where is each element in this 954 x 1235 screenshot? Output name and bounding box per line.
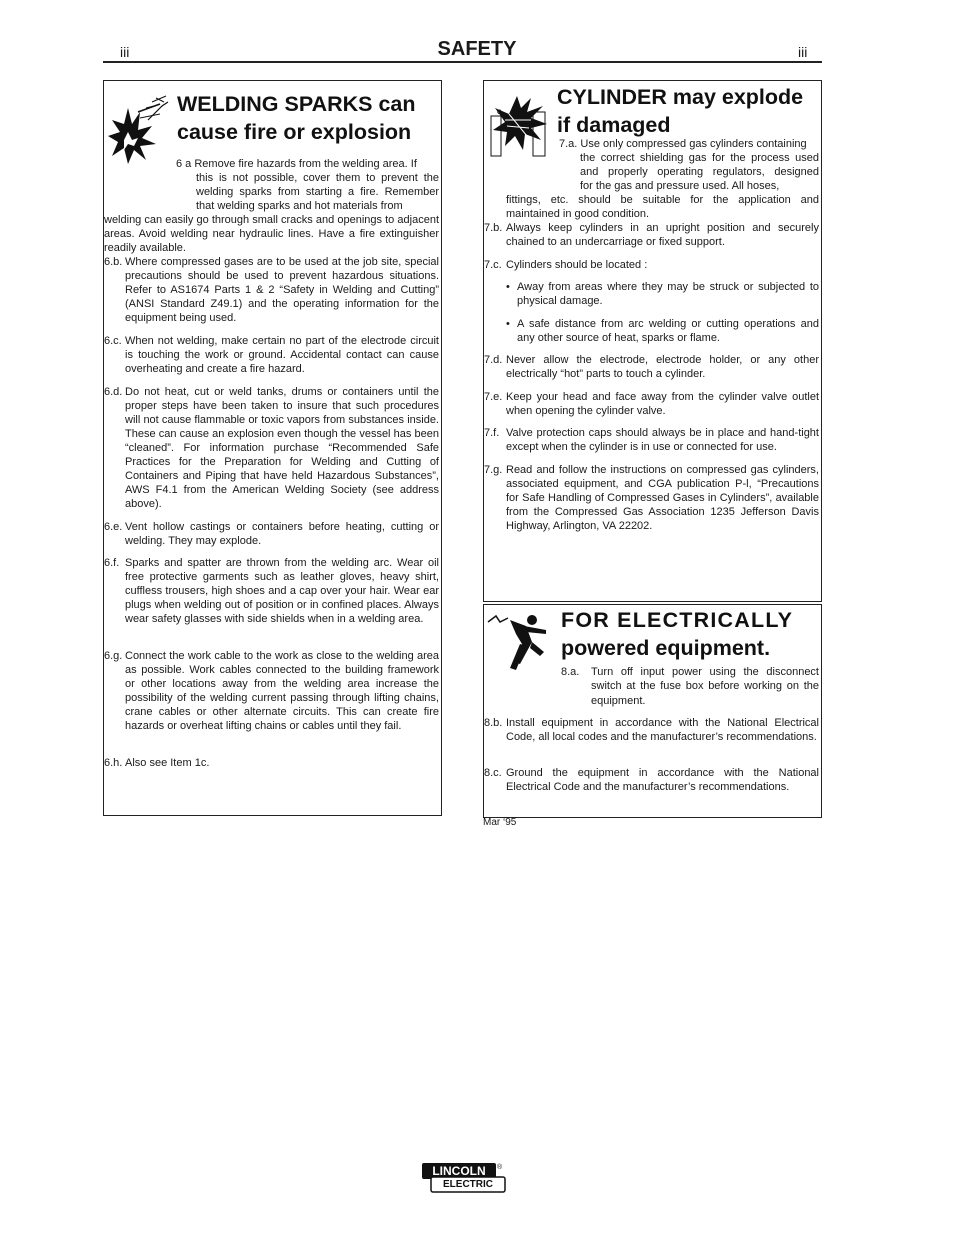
electric-title-1: FOR ELECTRICALLY bbox=[561, 608, 794, 632]
list-item bbox=[484, 766, 819, 794]
cylinder-title-2: if damaged bbox=[557, 113, 671, 137]
item-text: Cylinders should be located : bbox=[506, 259, 648, 271]
item-label: 6.c. bbox=[104, 335, 122, 347]
sparks-title-2: cause fire or explosion bbox=[177, 120, 412, 144]
item-text: Sparks and spatter are thrown from the welding arc. Wear oil free protective garments such as leather gloves, heavy shirt, cuffless trousers, high shoes and a cap over your hair. Wear ear plugs when welding out of position or in confined places. Always wear safety glasses with side shields when in a welding area. bbox=[125, 557, 439, 625]
item-label: 6.g. bbox=[104, 650, 123, 662]
list-item bbox=[484, 221, 819, 249]
revision-date: Mar ‘95 bbox=[483, 817, 517, 828]
list-item bbox=[484, 716, 819, 744]
page-title: SAFETY bbox=[437, 38, 517, 60]
list-item bbox=[104, 385, 439, 511]
sparks-intro-wrap: welding can easily go through small cracks and openings to adjacent areas. Avoid welding near hydraulic lines. Have a fire extinguisher readily available. bbox=[104, 214, 439, 254]
item-label: 6.d. bbox=[104, 386, 123, 398]
electric-title-2: powered equipment. bbox=[561, 636, 771, 660]
logo-registered-mark: ® bbox=[497, 1164, 503, 1171]
item-label: 8.c. bbox=[484, 767, 502, 779]
electric-item-a-line: equipment. bbox=[591, 695, 646, 707]
item-text: Where compressed gases are to be used at the job site, special precautions should be used to prevent hazardous situations. Refer to AS1674 Parts 1 & 2 “Safety in Welding and Cutting” (ANSI Standard Z49.1) and the operating information for the equipment being used. bbox=[125, 256, 439, 324]
svg-text:O: O bbox=[497, 110, 502, 116]
item-text: Never allow the electrode, electrode holder, or any other electrically “hot” parts to touch a cylinder. bbox=[506, 354, 819, 380]
item-text: Do not heat, cut or weld tanks, drums or containers until the proper steps have been taken to insure that such procedures will not cause flammable or toxic vapors from substances inside. These can cause an explosion even though the vessel has been “cleaned”. For information purchase “Recommended Safe Practices for the Preparation for Welding and Cutting of Containers and Piping that have held Hazardous Substances”, AWS F4.1 from the American Welding Society (see address above). bbox=[125, 386, 439, 510]
cylinder-explosion-icon bbox=[487, 92, 553, 158]
sparks-title-1: WELDING SPARKS can bbox=[177, 92, 416, 116]
item-text: Always keep cylinders in an upright position and securely chained to an undercarriage or fixed support. bbox=[506, 222, 819, 248]
list-item bbox=[104, 556, 439, 626]
sparks-intro-line: 6 a Remove fire hazards from the welding area. If bbox=[176, 158, 417, 170]
list-item bbox=[484, 390, 819, 418]
item-text: Read and follow the instructions on compressed gas cylinders, associated equipment, and CGA publication P-l, “Precautions for Safe Handling of Compressed Gases in Cylinders”, available from the Compressed Gas Association 1235 Jefferson Davis Highway, Arlington, VA 22202. bbox=[506, 464, 819, 532]
lincoln-electric-logo bbox=[421, 1162, 507, 1194]
header-rule bbox=[103, 61, 822, 63]
fire-explosion-icon bbox=[108, 92, 172, 164]
sparks-intro-line: that welding sparks and hot materials from bbox=[196, 200, 403, 212]
page-number-right: iii bbox=[798, 44, 808, 60]
item-text: Ground the equipment in accordance with the National Electrical Code and the manufacturer’s recommendations. bbox=[506, 767, 819, 793]
list-item bbox=[104, 649, 439, 733]
list-item bbox=[484, 258, 819, 272]
item-label: 7.b. bbox=[484, 222, 503, 234]
list-item bbox=[484, 353, 819, 381]
item-label: 7.f. bbox=[484, 427, 500, 439]
list-item bbox=[104, 255, 439, 325]
cylinder-intro-line: 7.a. Use only compressed gas cylinders containing bbox=[559, 138, 807, 150]
item-text: Keep your head and face away from the cylinder valve outlet when opening the cylinder valve. bbox=[506, 391, 819, 417]
item-label: 6.f. bbox=[104, 557, 120, 569]
list-item bbox=[484, 463, 819, 533]
electric-item-a-line: switch at the fuse box before working on the bbox=[591, 680, 819, 692]
logo-text-top: LINCOLN bbox=[432, 1164, 486, 1178]
item-label: 6.b. bbox=[104, 256, 123, 268]
bullet-text: A safe distance from arc welding or cutting operations and any other source of heat, sparks or flame. bbox=[517, 318, 819, 344]
item-label: 8.a. bbox=[561, 666, 580, 678]
item-text: Valve protection caps should always be in place and hand-tight except when the cylinder is in use or connected for use. bbox=[506, 427, 819, 453]
item-text: Vent hollow castings or containers before heating, cutting or welding. They may explode. bbox=[125, 521, 439, 547]
item-label: 8.b. bbox=[484, 717, 503, 729]
list-item bbox=[104, 520, 439, 548]
cylinder-intro-line: and properly operating regulators, designed bbox=[580, 166, 819, 178]
item-text: Install equipment in accordance with the National Electrical Code, all local codes and the manufacturer’s recommendations. bbox=[506, 717, 819, 743]
item-text: When not welding, make certain no part of the electrode circuit is touching the work or ground. Accidental contact can cause overheating and create a fire hazard. bbox=[125, 335, 439, 375]
list-item bbox=[104, 756, 439, 770]
item-label: 7.c. bbox=[484, 259, 502, 271]
item-label: 6.h. bbox=[104, 757, 123, 769]
item-label: 7.e. bbox=[484, 391, 503, 403]
item-label: 7.d. bbox=[484, 354, 503, 366]
sparks-intro-line: welding sparks from starting a fire. Remember bbox=[196, 186, 439, 198]
cylinder-intro-line: the correct shielding gas for the process used bbox=[580, 152, 819, 164]
item-label: 7.g. bbox=[484, 464, 503, 476]
electric-item-a-line: Turn off input power using the disconnect bbox=[591, 666, 819, 678]
item-label: 6.e. bbox=[104, 521, 123, 533]
bullet-item: • Away from areas where they may be struck or subjected to physical damage. bbox=[506, 281, 819, 307]
sparks-intro-line: this is not possible, cover them to prevent the bbox=[196, 172, 439, 184]
bullet-text: Away from areas where they may be struck or subjected to physical damage. bbox=[517, 281, 819, 307]
electric-shock-icon bbox=[486, 612, 552, 674]
logo-text-bottom: ELECTRIC bbox=[443, 1179, 493, 1190]
item-text: Connect the work cable to the work as close to the welding area as possible. Work cables connected to the building framework or other locations away from the welding area increase the possibility of the welding current passing through lifting chains, crane cables or other alternate circuits. This can create fire hazards or overheat lifting chains or cables until they fail. bbox=[125, 650, 439, 732]
cylinder-intro-line: for the gas and pressure used. All hoses, bbox=[580, 180, 780, 192]
bullet-item: • A safe distance from arc welding or cutting operations and any other source of heat, sparks or flame. bbox=[506, 318, 819, 344]
cylinder-intro-wrap: fittings, etc. should be suitable for the application and maintained in good condition. bbox=[506, 194, 819, 220]
list-item bbox=[484, 426, 819, 454]
cylinder-title-1: CYLINDER may explode bbox=[557, 85, 804, 109]
page-number-left: iii bbox=[120, 44, 130, 60]
item-text: Also see Item 1c. bbox=[125, 757, 210, 769]
list-item bbox=[104, 334, 439, 376]
